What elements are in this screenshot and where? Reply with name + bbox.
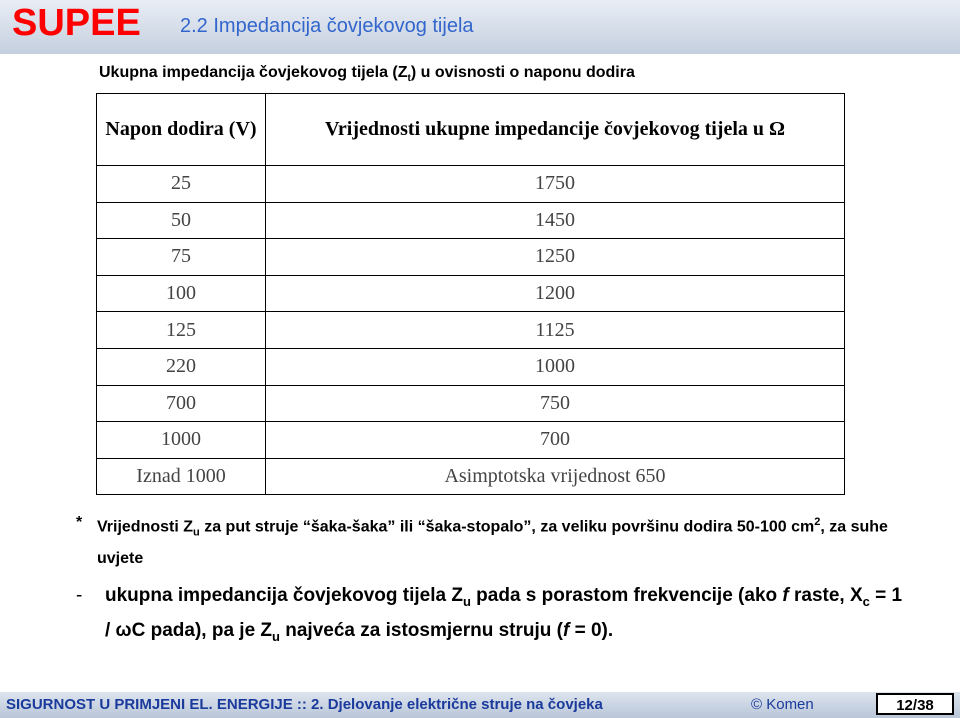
subtitle-sub: t <box>407 73 411 85</box>
table-row <box>97 422 845 459</box>
impedance-cell: 1000 <box>266 348 845 385</box>
subtitle-before: Ukupna impedancija čovjekovog tijela (Z <box>99 64 408 81</box>
impedance-cell: 1450 <box>266 202 845 239</box>
footer-copyright: © Komen <box>751 696 814 713</box>
footnote-sub: u <box>193 526 200 539</box>
impedance-cell: 1250 <box>266 239 845 276</box>
table-row <box>97 202 845 239</box>
table-row <box>97 239 845 276</box>
table-row <box>97 166 845 203</box>
impedance-cell: 1125 <box>266 312 845 349</box>
footnote-text <box>97 510 907 571</box>
page-number: 12/38 <box>876 693 954 715</box>
footer-course-title: SIGURNOST U PRIMJENI EL. ENERGIJE :: 2. Djelovanje električne struje na čovjeka <box>6 696 603 713</box>
footnote-part: , za suhe uvjete <box>97 518 888 567</box>
voltage-cell: 100 <box>97 275 266 312</box>
bullet-sub: u <box>462 593 471 609</box>
header-bar <box>0 0 960 54</box>
column-header-voltage: Napon dodira (V) <box>97 94 266 166</box>
bullet-part: raste, X <box>788 585 863 606</box>
table-row <box>97 312 845 349</box>
bullet-dash: - <box>76 585 83 606</box>
slide-subtitle <box>99 64 635 84</box>
voltage-cell: 220 <box>97 348 266 385</box>
voltage-cell: 50 <box>97 202 266 239</box>
footnote-star: * <box>76 514 83 531</box>
impedance-cell: 1750 <box>266 166 845 203</box>
impedance-cell: 1200 <box>266 275 845 312</box>
bullet-sub: c <box>862 593 870 609</box>
bullet-text <box>105 581 905 651</box>
impedance-table <box>96 93 845 495</box>
bullet-italic: f <box>782 585 789 606</box>
footnote-part: Vrijednosti Z <box>97 518 194 536</box>
bullet-part: = 1 / ωC pada), pa je Z <box>105 585 903 641</box>
voltage-cell: 1000 <box>97 422 266 459</box>
logo: SUPEE <box>12 2 141 44</box>
bullet-part: pada s porastom frekvencije (ako <box>470 585 783 606</box>
impedance-cell: Asimptotska vrijednost 650 <box>266 458 845 495</box>
table-row <box>97 458 845 495</box>
bullet-sub: u <box>272 628 280 644</box>
voltage-cell: 75 <box>97 239 266 276</box>
section-title: 2.2 Impedancija čovjekovog tijela <box>180 15 474 37</box>
voltage-cell: 25 <box>97 166 266 203</box>
table-row <box>97 348 845 385</box>
impedance-cell: 750 <box>266 385 845 422</box>
table-row <box>97 275 845 312</box>
voltage-cell: Iznad 1000 <box>97 458 266 495</box>
bullet-part: = 0). <box>569 619 614 641</box>
table-header-row <box>97 94 845 166</box>
footer-bar <box>0 692 960 718</box>
table-row <box>97 385 845 422</box>
voltage-cell: 125 <box>97 312 266 349</box>
subtitle-after: ) u ovisnosti o naponu dodira <box>410 64 635 81</box>
bullet-part: ukupna impedancija čovjekovog tijela Z <box>105 585 463 606</box>
bullet-italic: f <box>562 619 570 641</box>
impedance-cell: 700 <box>266 422 845 459</box>
footnote-part: za put struje “šaka-šaka” ili “šaka-stopalo”, za veliku površinu dodira 50-100 cm <box>199 518 815 536</box>
bullet-part: najveća za istosmjernu struju ( <box>279 619 563 641</box>
footnote-sup: 2 <box>814 516 821 528</box>
column-header-impedance: Vrijednosti ukupne impedancije čovjekovog tijela u Ω <box>266 94 845 166</box>
voltage-cell: 700 <box>97 385 266 422</box>
